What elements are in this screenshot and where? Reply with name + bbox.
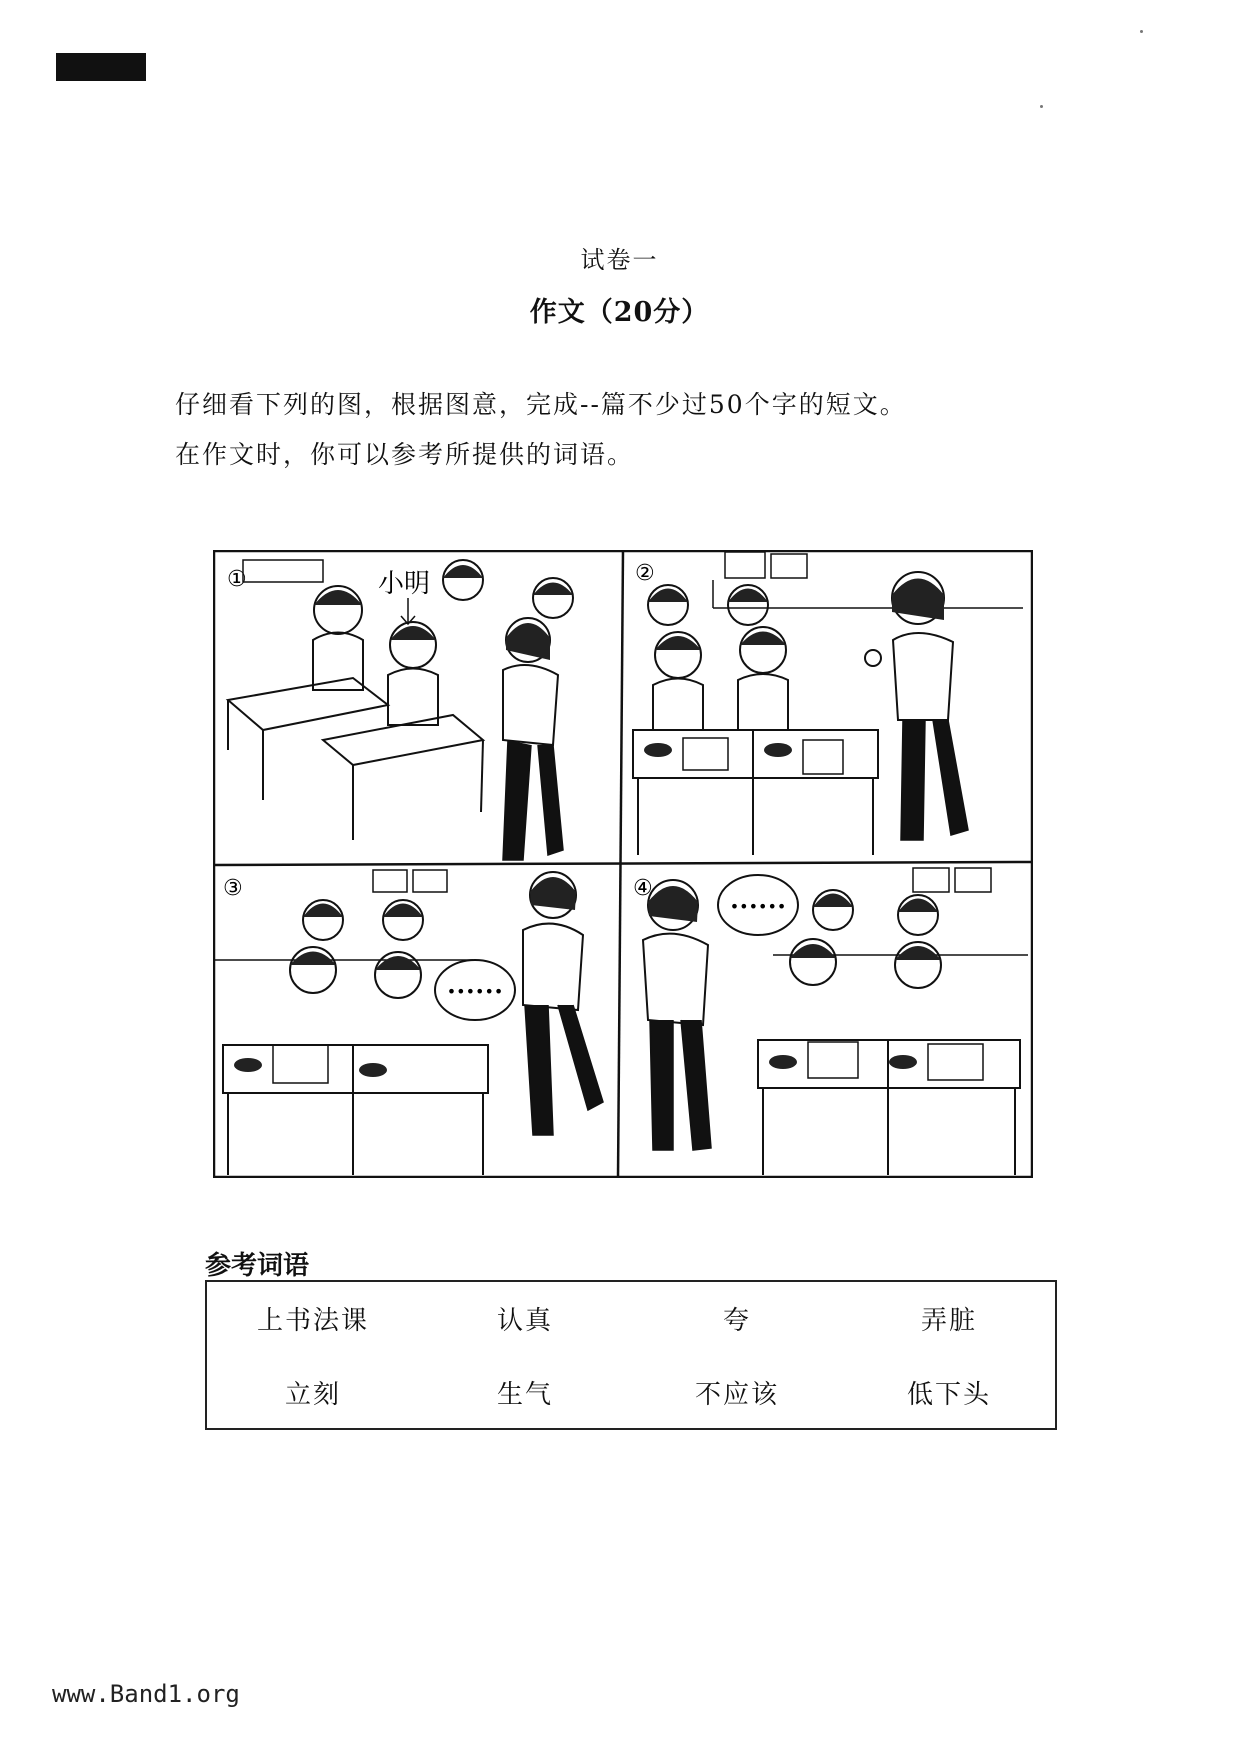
vocabulary-box (205, 1280, 1057, 1430)
speech-bubble-text-4: •••••• (729, 897, 787, 916)
section-title: 作文（20分） (529, 297, 710, 328)
comic-panel-4 (633, 868, 1028, 1175)
vocab-word: 立刻 (284, 1380, 341, 1410)
vocab-word: 弄脏 (920, 1306, 977, 1336)
vocab-word: 夸 (722, 1306, 751, 1336)
vocab-word: 低下头 (906, 1380, 991, 1410)
paper-label: 试卷一 (580, 246, 659, 274)
vocabulary-row (207, 1300, 1055, 1337)
comic-strip (213, 550, 1033, 1178)
comic-panel-3 (213, 870, 603, 1175)
redaction-mark (56, 53, 146, 81)
scan-speck (1140, 30, 1143, 33)
panel-number-1: ① (227, 567, 247, 592)
speech-bubble-text-3: •••••• (446, 982, 504, 1001)
vocabulary-row (207, 1374, 1055, 1411)
instruction-line-2: 在作文时，你可以参考所提供的词语。 (175, 440, 635, 469)
comic-panel-1 (227, 560, 573, 860)
instruction-line-1: 仔细看下列的图，根据图意，完成--篇不少过50个字的短文。 (175, 390, 907, 419)
panel-number-4: ④ (633, 876, 653, 901)
panel-number-2: ② (635, 561, 655, 586)
panel-number-3: ③ (223, 876, 243, 901)
name-label: 小明 (378, 569, 431, 599)
vocab-word: 不应该 (694, 1380, 779, 1410)
vocab-word: 上书法课 (256, 1306, 369, 1336)
vocabulary-title: 参考词语 (205, 1251, 310, 1281)
scan-speck (1040, 105, 1043, 108)
vocab-word: 生气 (496, 1380, 553, 1410)
footer-url: www.Band1.org (52, 1680, 240, 1708)
comic-panel-2 (633, 552, 1023, 855)
vocab-word: 认真 (496, 1306, 553, 1336)
